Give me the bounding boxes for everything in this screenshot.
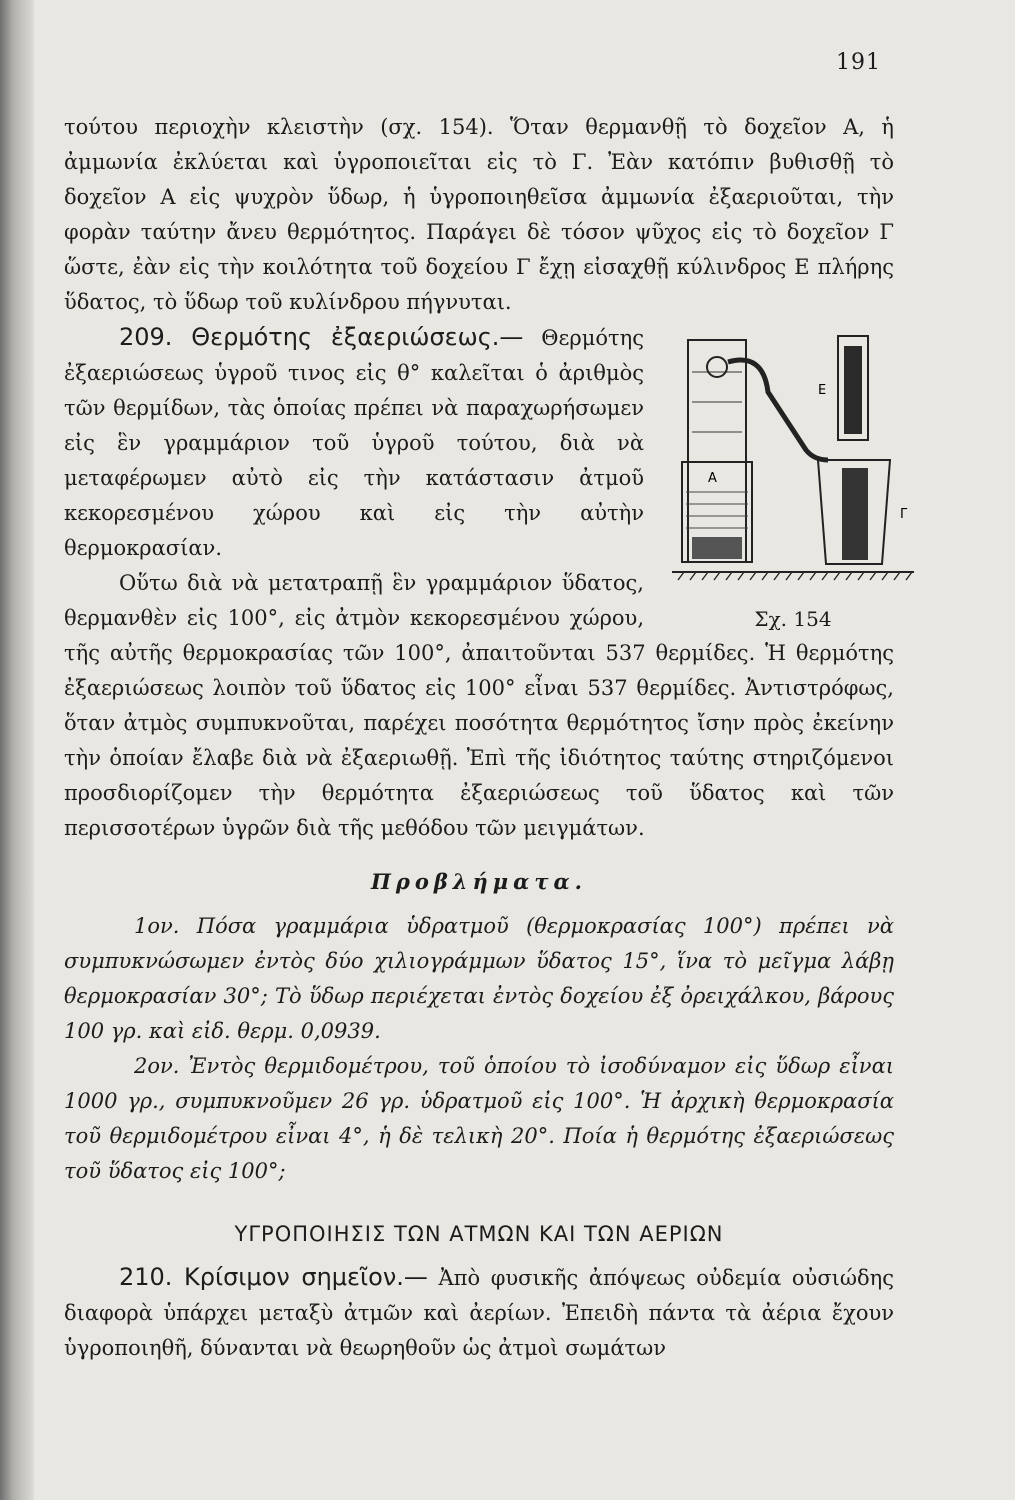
problem-1-text: Πόσα γραμμάρια ὑδρατμοῦ (θερμοκρασίας 100°) πρέπει νὰ συμπυκνώσωμεν ἐντὸς δύο χιλιογράμμων ὕδατος 15°, ἵνα τὸ μεῖγμα λάβῃ θερμοκρασίαν 30°; Τὸ ὕδωρ περιέχεται ἐντὸς δοχείου ἐξ ὀρειχάλκου, βάρους 100 γρ. καὶ εἰδ. θερμ. 0,0939. [64,914,894,1043]
label-a: Α [708,471,717,486]
problem-1 [64,909,894,1049]
section-210-heading: 210. Κρίσιμον σημεῖον.— [119,1263,428,1291]
section-209-text: Θερμότης ἐξαεριώσεως ὑγροῦ τινος εἰς θ° καλεῖται ὁ ἀριθμὸς τῶν θερμίδων, τὰς ὁποίας πρέπει νὰ παραχωρήσωμεν εἰς ἓν γραμμάριον τοῦ ὑγροῦ τούτου, διὰ νὰ μεταφέρωμεν αὐτὸ εἰς τὴν κατάστασιν ἀτμοῦ κεκορεσμένου χώρου καὶ εἰς τὴν αὐτὴν θερμοκρασίαν. [64,326,644,560]
section-209-para2: Οὕτω διὰ νὰ μετατραπῇ ἓν γραμμάριον ὕδατος, θερμανθὲν εἰς 100°, εἰς ἀτμὸν κεκορεσμένου χώρου, τῆς αὐτῆς θερμοκρασίας τῶν 100°, ἀπαιτοῦνται 537 θερμίδες. Ἡ θερμότης ἐξαεριώσεως λοιπὸν τοῦ ὕδατος εἰς 100° εἶναι 537 θερμίδες. Ἀντιστρόφως, ὅταν ἀτμὸς συμπυκνοῦται, παρέχει ποσότητα θερμότητος ἴσην πρὸς ἐκείνην τὴν ὁποίαν ἔλαβε διὰ νὰ ἐξαεριωθῇ. Ἐπὶ τῆς ἰδιότητος ταύτης στηριζόμενοι προσδιορίζομεν τὴν θερμότητα ἐξαεριώσεως τοῦ ὕδατος καὶ τῶν περισσοτέρων ὑγρῶν διὰ τῆς μεθόδου τῶν μειγμάτων. [64,571,894,840]
book-spine-shadow [0,0,34,1500]
figure-caption: Σχ. 154 [754,607,832,631]
section-210 [64,1260,894,1366]
page-body [64,110,908,1366]
apparatus-illustration [668,332,918,594]
intro-paragraph: τούτου περιοχὴν κλειστὴν (σχ. 154). Ὅταν θερμανθῇ τὸ δοχεῖον Α, ἡ ἀμμωνία ἐκλύεται καὶ ὑγροποιεῖται εἰς τὸ Γ. Ἐὰν κατόπιν βυθισθῇ τὸ δοχεῖον Α εἰς ψυχρὸν ὕδωρ, ἡ ὑγροποιηθεῖσα ἀμμωνία ἐξαεριοῦται, τὴν φορὰν ταύτην ἄνευ θερμότητος. Παράγει δὲ τόσον ψῦχος εἰς τὸ δοχεῖον Γ ὥστε, ἐὰν εἰς τὴν κοιλότητα τοῦ δοχείου Γ ἔχῃ εἰσαχθῇ κύλινδρος Ε πλήρης ὕδατος, τὸ ὕδωρ τοῦ κυλίνδρου πήγνυται. [64,115,894,314]
section-210-text: Ἀπὸ φυσικῆς ἀπόψεως οὐδεμία οὐσιώδης διαφορὰ ὑπάρχει μεταξὺ ἀτμῶν καὶ ἀερίων. Ἐπειδὴ πάντα τὰ ἀέρια ἔχουν ὑγροποιηθῆ, δύνανται νὰ θεωρηθοῦν ὡς ἀτμοὶ σωμάτων [64,1266,894,1360]
problem-1-number: 1ον. [134,914,180,938]
section-209-heading: 209. Θερμότης ἐξαεριώσεως.— [119,323,524,351]
label-e: Ε [818,383,827,398]
page-number: 191 [836,50,881,75]
chapter-title: ΥΓΡΟΠΟΙΗΣΙΣ ΤΩΝ ΑΤΜΩΝ ΚΑΙ ΤΩΝ ΑΕΡΙΩΝ [234,1222,724,1246]
problems-title: Προβλήματα. [371,869,587,894]
figure-154 [668,332,918,631]
problem-2-number: 2ον. [134,1054,180,1078]
label-g: Γ [900,507,908,522]
problem-2-text: Ἐντὸς θερμιδομέτρου, τοῦ ὁποίου τὸ ἰσοδύναμον εἰς ὕδωρ εἶναι 1000 γρ., συμπυκνοῦμεν 26 γρ. ὑδρατμοῦ εἰς 100°. Ἡ ἀρχικὴ θερμοκρασία τοῦ θερμιδομέτρου εἶναι 4°, ἡ δὲ τελικὴ 20°. Ποία ἡ θερμότης ἐξαεριώσεως τοῦ ὕδατος εἰς 100°; [64,1054,894,1183]
problem-2 [64,1049,894,1189]
